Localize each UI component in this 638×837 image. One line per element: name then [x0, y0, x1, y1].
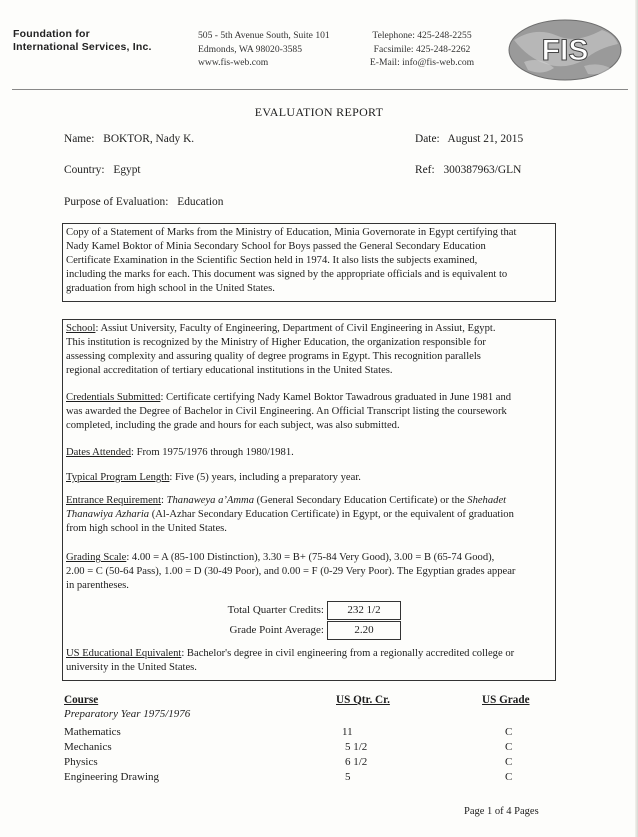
school-label: School — [66, 323, 96, 334]
reference-value: 300387963/GLN — [443, 164, 522, 176]
gpa-label: Grade Point Average: — [229, 624, 324, 636]
organization-name — [13, 28, 152, 54]
report-title: EVALUATION REPORT — [254, 105, 384, 119]
organization-name-line2: International Services, Inc. — [13, 41, 152, 53]
secondary-line: graduation from high school in the United States. — [66, 283, 275, 294]
school-line: assessing complexity and assuring quality of degree programs in Egypt. This recognition parallels — [66, 351, 481, 362]
reference-label: Ref: — [415, 164, 435, 176]
us-equivalent-label: US Educational Equivalent — [66, 648, 182, 659]
course-column-header: Course — [64, 694, 99, 706]
purpose-label: Purpose of Evaluation: — [64, 196, 169, 208]
course-name: Engineering Drawing — [64, 771, 159, 783]
address-website: www.fis-web.com — [198, 57, 269, 69]
entrance-requirement-section — [66, 494, 552, 536]
name-field — [64, 132, 194, 146]
organization-address — [198, 29, 330, 70]
entrance-separator: : — [161, 495, 167, 506]
secondary-line: Copy of a Statement of Marks from the Ministry of Education, Minia Governorate in Egypt certifying that — [66, 227, 517, 238]
table-row — [64, 756, 554, 770]
credentials-line: completed, including the grade and hours for each subject, was also submitted. — [66, 420, 400, 431]
credentials-label: Credentials Submitted — [66, 392, 161, 403]
credentials-section — [66, 391, 552, 433]
entrance-term-thanaweya: Thanaweya a’Amma — [166, 495, 254, 506]
school-line: This institution is recognized by the Ministry of Higher Education, the organization responsible for — [66, 337, 486, 348]
address-city: Edmonds, WA 98020-3585 — [198, 43, 303, 55]
course-grade: C — [505, 741, 513, 753]
grading-scale-section — [66, 551, 552, 593]
program-length-label: Typical Program Length — [66, 472, 170, 483]
entrance-term-shehadet: Shehadet — [467, 495, 507, 506]
course-credits: 6 1/2 — [345, 756, 368, 768]
facsimile: Facsimile: 425-248-2262 — [373, 43, 471, 55]
program-length-section — [66, 471, 552, 485]
grading-line: : 4.00 = A (85-100 Distinction), 3.30 = B+ (75-84 Very Good), 3.00 = B (65-74 Good), — [126, 552, 495, 563]
logo-text: FIS — [541, 34, 589, 67]
email: E-Mail: info@fis-web.com — [369, 57, 475, 69]
entrance-text: (Al-Azhar Secondary Education Certificate) in Egypt, or the equivalent of graduation — [149, 509, 514, 520]
total-credits-value: 232 1/2 — [327, 601, 401, 620]
table-row — [64, 741, 554, 755]
course-table — [64, 694, 554, 794]
dates-value: : From 1975/1976 through 1980/1981. — [131, 447, 294, 458]
course-name: Physics — [64, 756, 98, 768]
us-equivalent-section — [66, 647, 552, 675]
grade-column-header: US Grade — [482, 694, 530, 706]
total-credits-label: Total Quarter Credits: — [227, 604, 324, 616]
us-equivalent-line: university in the United States. — [66, 662, 197, 673]
course-name: Mechanics — [64, 741, 112, 753]
dates-label: Dates Attended — [66, 447, 132, 458]
entrance-label: Entrance Requirement — [66, 495, 162, 506]
entrance-text: (General Secondary Education Certificate) or the — [254, 495, 468, 506]
course-credits: 11 — [342, 726, 353, 738]
secondary-line: Certificate Examination in the Scientific Section held in 1974. It also lists the subjects examined, — [66, 255, 478, 266]
secondary-education-box — [62, 223, 556, 302]
name-label: Name: — [64, 133, 95, 145]
course-credits: 5 1/2 — [345, 741, 368, 753]
header-divider — [12, 89, 628, 90]
course-grade: C — [505, 771, 513, 783]
credentials-line: : Certificate certifying Nady Kamel Boktor Tawadrous graduated in June 1981 and — [160, 392, 512, 403]
program-length-value: : Five (5) years, including a preparatory year. — [169, 472, 361, 483]
secondary-education-text — [63, 224, 555, 296]
page-number: Page 1 of 4 Pages — [464, 806, 539, 817]
country-value: Egypt — [113, 164, 141, 176]
credits-column-header: US Qtr. Cr. — [336, 694, 390, 706]
table-row — [64, 726, 554, 740]
date-label: Date: — [415, 133, 440, 145]
reference-field — [415, 163, 521, 177]
course-grade: C — [505, 726, 513, 738]
table-row — [64, 771, 554, 785]
organization-name-line1: Foundation for — [13, 28, 90, 40]
entrance-text: from high school in the United States. — [66, 523, 227, 534]
country-label: Country: — [64, 164, 105, 176]
telephone: Telephone: 425-248-2255 — [372, 30, 472, 41]
purpose-field — [64, 195, 223, 209]
school-line: regional accreditation of tertiary educational institutions in the United States. — [66, 365, 393, 376]
grading-line: in parentheses. — [66, 580, 129, 591]
course-grade: C — [505, 756, 513, 768]
purpose-value: Education — [177, 196, 224, 208]
university-education-box — [62, 319, 556, 681]
course-name: Mathematics — [64, 726, 121, 738]
credentials-line: was awarded the Degree of Bachelor in Civil Engineering. An Official Transcript listing the coursework — [66, 406, 507, 417]
course-credits: 5 — [345, 771, 351, 783]
name-value: BOKTOR, Nady K. — [103, 133, 195, 145]
entrance-term-azharia: Thanawiya Azharia — [66, 509, 150, 520]
school-line: : Assiut University, Faculty of Engineering, Department of Civil Engineering in Assiut, Egypt. — [95, 323, 496, 334]
us-equivalent-line: : Bachelor's degree in civil engineering from a regionally accredited college or — [181, 648, 515, 659]
country-field — [64, 163, 141, 177]
date-field — [415, 132, 523, 146]
grading-line: 2.00 = C (50-64 Pass), 1.00 = D (30-49 Poor), and 0.00 = F (0-29 Very Poor). The Egyptian grades appear — [66, 566, 516, 577]
dates-attended-section — [66, 446, 552, 460]
secondary-line: including the marks for each. This document was signed by the appropriate officials and is equivalent to — [66, 269, 508, 280]
grading-label: Grading Scale — [66, 552, 127, 563]
school-section — [66, 322, 552, 378]
date-value: August 21, 2015 — [447, 133, 524, 145]
gpa-value: 2.20 — [327, 621, 401, 640]
secondary-line: Nady Kamel Boktor of Minia Secondary School for Boys passed the General Secondary Education — [66, 241, 486, 252]
section-label: Preparatory Year 1975/1976 — [64, 708, 191, 720]
organization-contact — [352, 29, 492, 70]
address-street: 505 - 5th Avenue South, Suite 101 — [198, 30, 330, 41]
fis-globe-logo — [506, 18, 624, 82]
